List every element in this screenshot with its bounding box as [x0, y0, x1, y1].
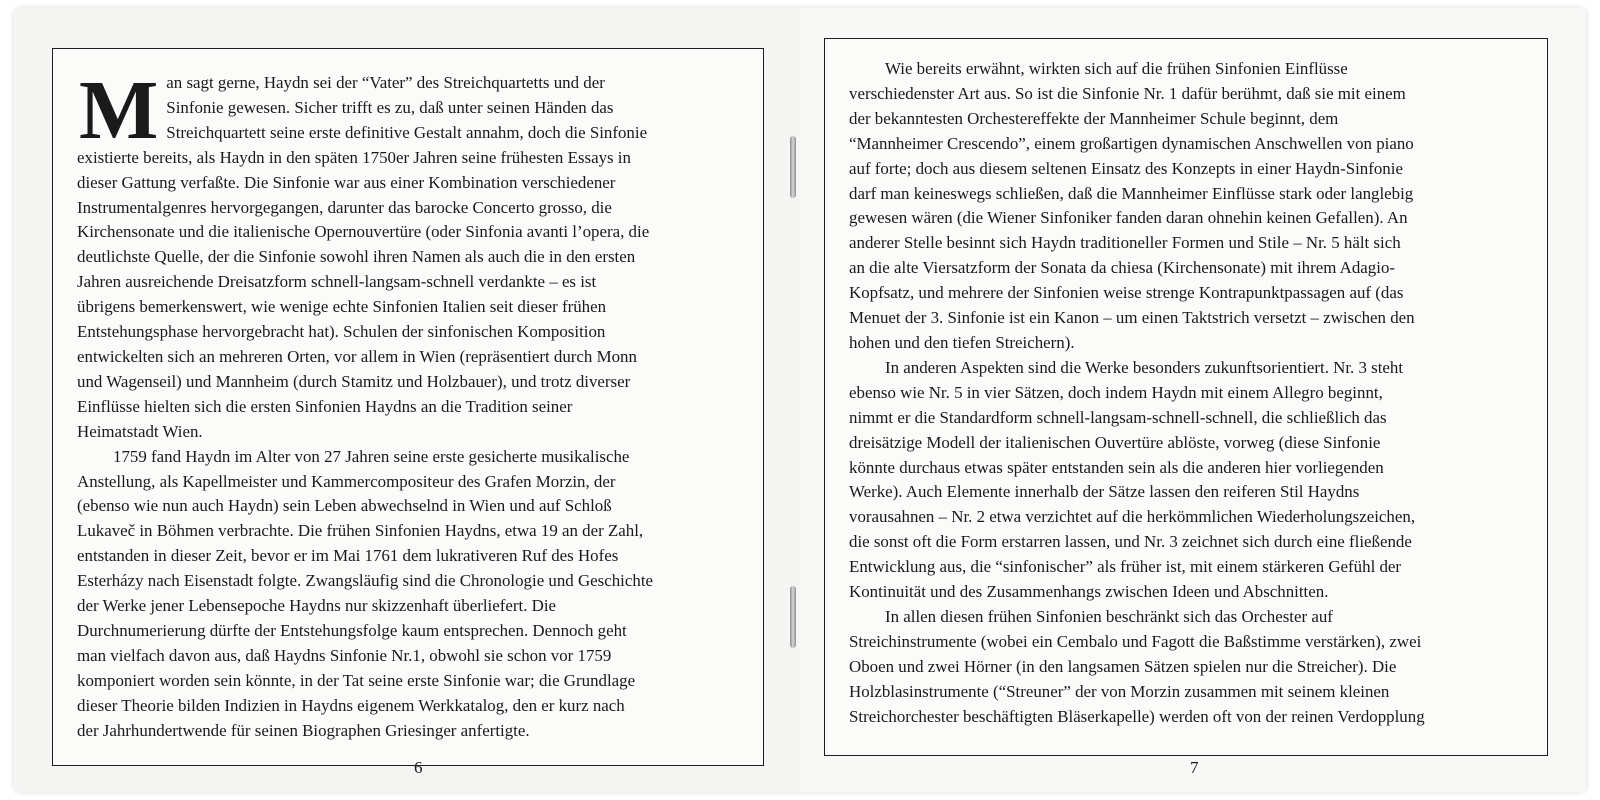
text-line: auf forte; doch aus diesem seltenen Einsatz des Konzepts in einer Haydn-Sinfonie — [849, 158, 1403, 178]
text-line: Holzblasinstrumente (“Streuner” der von Morzin zusammen mit seinem kleinen — [849, 681, 1390, 701]
right-page-text — [849, 57, 1529, 729]
text-line: vorausahnen – Nr. 2 etwa verzichtet auf die herkömmlichen Wiederholungszeichen, — [849, 507, 1416, 527]
text-line: Anstellung, als Kapellmeister und Kammercompositeur des Grafen Morzin, der — [77, 471, 616, 491]
text-line: die sonst oft die Form erstarren lassen, und Nr. 3 zeichnet sich durch eine fließende — [849, 532, 1412, 552]
right-page — [800, 8, 1586, 792]
text-line: Oboen und zwei Hörner (in den langsamen Sätzen spielen nur die Streicher). Die — [849, 656, 1397, 676]
text-line: Kopfsatz, und mehrere der Sinfonien weise strenge Kontrapunktpassagen auf (das — [849, 283, 1404, 303]
left-page — [14, 8, 801, 792]
text-line: dieser Gattung verfaßte. Die Sinfonie war aus einer Kombination verschiedener — [77, 172, 616, 192]
staple-top — [790, 136, 796, 198]
text-line: entwickelten sich an mehreren Orten, vor allem in Wien (repräsentiert durch Monn — [77, 346, 637, 366]
text-line: dieser Theorie bilden Indizien in Haydns eigenem Werkkatalog, den er kurz nach — [77, 695, 625, 715]
left-page-text — [77, 64, 743, 743]
text-line: In allen diesen frühen Sinfonien beschränkt sich das Orchester auf — [885, 606, 1333, 626]
text-line: dreisätzige Modell der italienischen Ouvertüre ablöste, vorweg (diese Sinfonie — [849, 432, 1381, 452]
text-line: Entwicklung aus, die “sinfonischer” als früher ist, mit einem stärkeren Gefühl der — [849, 557, 1402, 577]
text-line: 1759 fand Haydn im Alter von 27 Jahren seine erste gesicherte musikalische — [113, 446, 630, 466]
booklet-spread — [14, 8, 1586, 792]
text-line: man vielfach davon aus, daß Haydns Sinfonie Nr.1, obwohl sie schon vor 1759 — [77, 645, 612, 665]
text-line: “Mannheimer Crescendo”, einem großartigen dynamischen Anschwellen von piano — [849, 133, 1414, 153]
text-line: deutlichste Quelle, der die Sinfonie sowohl ihren Namen als auch die in den ersten — [77, 247, 636, 267]
text-line: der Werke jener Lebensepoche Haydns nur skizzenhaft überliefert. Die — [77, 596, 557, 616]
paragraph-3 — [849, 605, 1529, 730]
text-line: der Jahrhundertwende für seinen Biographen Griesinger anfertigte. — [77, 720, 530, 740]
text-line: hohen und den tiefen Streichern). — [849, 332, 1075, 352]
text-line: verschiedenster Art aus. So ist die Sinfonie Nr. 1 dafür berühmt, daß sie mit einem — [849, 83, 1406, 103]
text-line: ebenso wie Nr. 5 in vier Sätzen, doch indem Haydn mit einem Allegro beginnt, — [849, 382, 1383, 402]
paragraph-1 — [77, 64, 743, 445]
text-line: Streichquartett seine erste definitive Gestalt annahm, doch die Sinfonie — [166, 122, 648, 142]
text-line: existierte bereits, als Haydn in den späten 1750er Jahren seine frühesten Essays in — [77, 147, 631, 167]
text-line: darf man keineswegs schließen, daß die Mannheimer Einflüsse stark oder langlebig — [849, 183, 1414, 203]
text-line: Lukaveč in Böhmen verbrachte. Die frühen Sinfonien Haydns, etwa 19 an der Zahl, — [77, 521, 644, 541]
text-line: Entstehungsphase hervorgebracht hat). Schulen der sinfonischen Komposition — [77, 322, 606, 342]
text-line: an sagt gerne, Haydn sei der “Vater” des Streichquartetts und der — [166, 73, 605, 92]
text-line: Kirchensonate und die italienische Opernouvertüre (oder Sinfonia avanti l’opera, die — [77, 222, 650, 242]
text-line: gewesen wären (die Wiener Sinfoniker fanden daran ohnehin keinen Gefallen). An — [849, 208, 1408, 228]
text-line: komponiert worden sein könnte, in der Tat seine erste Sinfonie war; die Grundlage — [77, 670, 636, 690]
text-line: In anderen Aspekten sind die Werke besonders zukunftsorientiert. Nr. 3 steht — [885, 357, 1404, 377]
paragraph-1 — [849, 57, 1529, 356]
text-line: nimmt er die Standardform schnell-langsam-schnell-schnell, die schließlich das — [849, 407, 1387, 427]
text-line: Werke). Auch Elemente innerhalb der Sätze lassen den reiferen Stil Haydns — [849, 482, 1360, 502]
text-line: an die alte Viersatzform der Sonata da chiesa (Kirchensonate) mit ihrem Adagio- — [849, 258, 1396, 278]
text-line: Heimatstadt Wien. — [77, 421, 203, 441]
text-line: Sinfonie gewesen. Sicher trifft es zu, daß unter seinen Händen das — [166, 97, 614, 117]
text-line: Menuet der 3. Sinfonie ist ein Kanon – um einen Taktstrich versetzt – zwischen den — [849, 308, 1415, 328]
text-line: anderer Stelle besinnt sich Haydn traditioneller Formen und Stile – Nr. 5 hält sich — [849, 233, 1401, 253]
drop-cap: M — [79, 64, 159, 157]
paragraph-2 — [77, 445, 743, 744]
text-line: übrigens bemerkenswert, wie wenige echte Sinfonien Italien seit dieser frühen — [77, 297, 607, 317]
text-line: und Wagenseil) und Mannheim (durch Stamitz und Holzbauer), und trotz diverser — [77, 371, 631, 391]
staple-bottom — [790, 586, 796, 648]
text-line: Streichinstrumente (wobei ein Cembalo und Fagott die Baßstimme verstärken), zwei — [849, 631, 1422, 651]
text-line: Instrumentalgenres hervorgegangen, darunter das barocke Concerto grosso, die — [77, 197, 612, 217]
text-line: Esterházy nach Eisenstadt folgte. Zwangsläufig sind die Chronologie und Geschichte — [77, 571, 654, 591]
text-line: Streichorchester beschäftigten Bläserkapelle) werden oft von der reinen Verdopplung — [849, 706, 1425, 726]
text-line: könnte durchaus etwas später entstanden sein als die anderen hier vorliegenden — [849, 457, 1384, 477]
paragraph-2 — [849, 356, 1529, 605]
text-line: Jahren ausreichende Dreisatzform schnell-langsam-schnell verdankte – es ist — [77, 272, 597, 292]
left-page-frame — [52, 48, 764, 766]
text-line: Wie bereits erwähnt, wirkten sich auf die frühen Sinfonien Einflüsse — [885, 59, 1348, 78]
text-line: Einflüsse hielten sich die ersten Sinfonien Haydns an die Tradition seiner — [77, 396, 573, 416]
text-line: (ebenso wie nun auch Haydn) sein Leben abwechselnd in Wien und auf Schloß — [77, 496, 612, 516]
text-line: entstanden in dieser Zeit, bevor er im Mai 1761 dem lukrativeren Ruf des Hofes — [77, 546, 619, 566]
page-number-left: 6 — [414, 758, 423, 777]
page-number-right: 7 — [1190, 758, 1199, 777]
text-line: Durchnumerierung dürfte der Entstehungsfolge kaum entsprechen. Dennoch geht — [77, 620, 627, 640]
right-page-frame — [824, 38, 1548, 756]
text-line: Kontinuität und des Zusammenhangs zwischen Ideen und Abschnitten. — [849, 582, 1329, 602]
text-line: der bekanntesten Orchestereffekte der Mannheimer Schule beginnt, dem — [849, 108, 1339, 128]
